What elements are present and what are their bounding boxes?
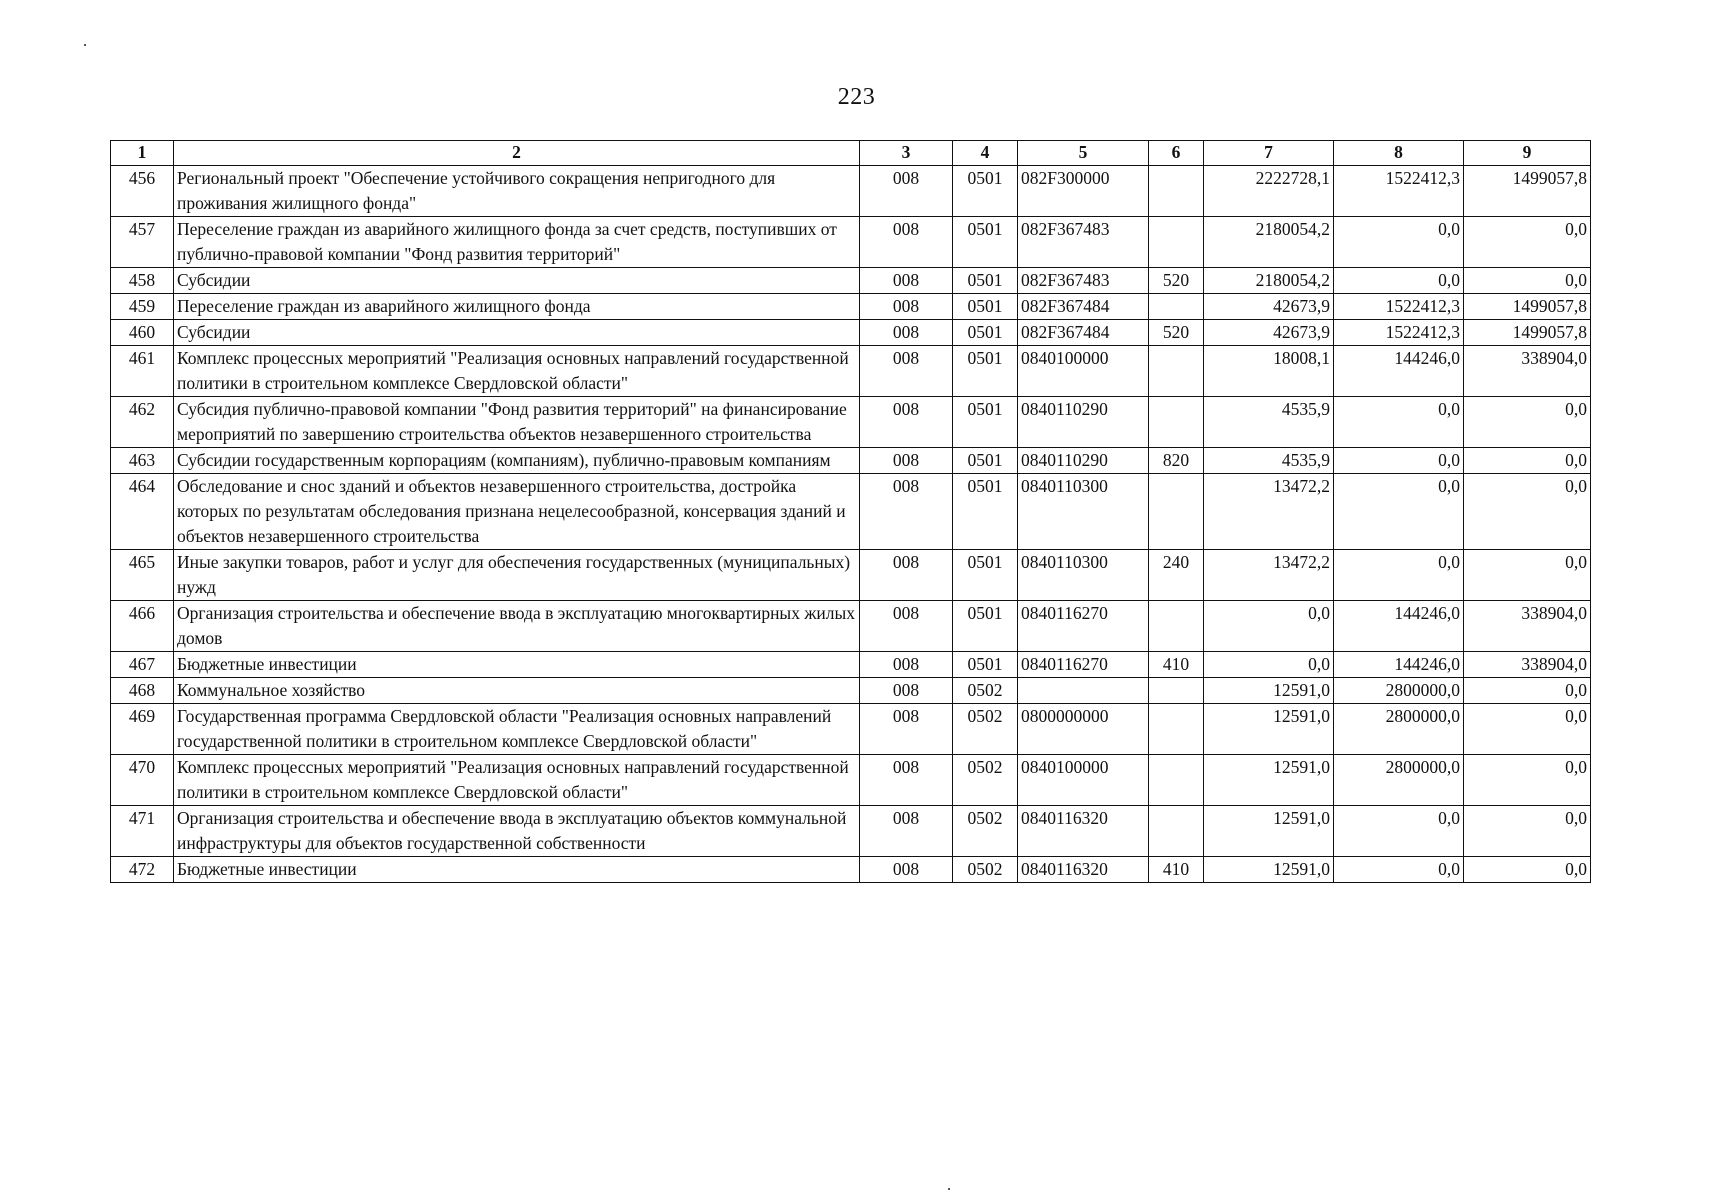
row-number-cell: 459 — [111, 294, 174, 320]
table-row — [111, 166, 1591, 217]
expense-type-cell — [1149, 346, 1204, 397]
amount-col7-cell: 42673,9 — [1204, 320, 1334, 346]
expense-type-cell: 820 — [1149, 448, 1204, 474]
row-number-cell: 462 — [111, 397, 174, 448]
amount-col8-cell: 144246,0 — [1334, 346, 1464, 397]
amount-col8-cell: 0,0 — [1334, 397, 1464, 448]
row-name-cell: Региональный проект "Обеспечение устойчивого сокращения непригодного для проживания жилищного фонда" — [174, 166, 860, 217]
row-name-cell: Комплекс процессных мероприятий "Реализация основных направлений государственной политики в строительном комплексе Свердловской области" — [174, 755, 860, 806]
amount-col9-cell: 1499057,8 — [1464, 320, 1591, 346]
ministry-code-cell: 008 — [860, 806, 953, 857]
scan-speck — [84, 44, 86, 46]
amount-col8-cell: 0,0 — [1334, 857, 1464, 883]
table-row — [111, 550, 1591, 601]
row-name-cell: Коммунальное хозяйство — [174, 678, 860, 704]
ministry-code-cell: 008 — [860, 294, 953, 320]
expense-type-cell: 520 — [1149, 268, 1204, 294]
section-code-cell: 0501 — [953, 601, 1018, 652]
amount-col8-cell: 2800000,0 — [1334, 678, 1464, 704]
expense-type-cell — [1149, 474, 1204, 550]
target-article-cell: 082F367483 — [1018, 268, 1149, 294]
target-article-cell: 0840110290 — [1018, 448, 1149, 474]
row-name-cell: Иные закупки товаров, работ и услуг для обеспечения государственных (муниципальных) нужд — [174, 550, 860, 601]
column-header: 8 — [1334, 141, 1464, 166]
section-code-cell: 0502 — [953, 806, 1018, 857]
amount-col9-cell: 0,0 — [1464, 268, 1591, 294]
table-row — [111, 678, 1591, 704]
row-number-cell: 457 — [111, 217, 174, 268]
amount-col8-cell: 0,0 — [1334, 806, 1464, 857]
table-row — [111, 755, 1591, 806]
row-number-cell: 465 — [111, 550, 174, 601]
section-code-cell: 0501 — [953, 474, 1018, 550]
expense-type-cell — [1149, 397, 1204, 448]
amount-col7-cell: 12591,0 — [1204, 678, 1334, 704]
row-name-cell: Субсидия публично-правовой компании "Фонд развития территорий" на финансирование мероприятий по завершению строительства объектов незавершенного строительства — [174, 397, 860, 448]
amount-col7-cell: 4535,9 — [1204, 448, 1334, 474]
amount-col8-cell: 0,0 — [1334, 268, 1464, 294]
row-number-cell: 469 — [111, 704, 174, 755]
target-article-cell: 082F367484 — [1018, 320, 1149, 346]
amount-col7-cell: 4535,9 — [1204, 397, 1334, 448]
amount-col7-cell: 12591,0 — [1204, 755, 1334, 806]
ministry-code-cell: 008 — [860, 857, 953, 883]
section-code-cell: 0501 — [953, 448, 1018, 474]
amount-col9-cell: 0,0 — [1464, 550, 1591, 601]
column-header: 5 — [1018, 141, 1149, 166]
amount-col8-cell: 0,0 — [1334, 217, 1464, 268]
table-row — [111, 268, 1591, 294]
target-article-cell: 0840100000 — [1018, 346, 1149, 397]
expense-type-cell — [1149, 678, 1204, 704]
amount-col7-cell: 42673,9 — [1204, 294, 1334, 320]
table-row — [111, 346, 1591, 397]
row-number-cell: 466 — [111, 601, 174, 652]
amount-col8-cell: 2800000,0 — [1334, 704, 1464, 755]
row-number-cell: 472 — [111, 857, 174, 883]
row-number-cell: 471 — [111, 806, 174, 857]
ministry-code-cell: 008 — [860, 397, 953, 448]
amount-col7-cell: 13472,2 — [1204, 474, 1334, 550]
amount-col8-cell: 0,0 — [1334, 550, 1464, 601]
amount-col7-cell: 2222728,1 — [1204, 166, 1334, 217]
row-number-cell: 464 — [111, 474, 174, 550]
table-row — [111, 320, 1591, 346]
expense-type-cell: 410 — [1149, 652, 1204, 678]
section-code-cell: 0501 — [953, 550, 1018, 601]
table-row — [111, 652, 1591, 678]
table-row — [111, 806, 1591, 857]
ministry-code-cell: 008 — [860, 320, 953, 346]
row-number-cell: 467 — [111, 652, 174, 678]
amount-col8-cell: 2800000,0 — [1334, 755, 1464, 806]
row-name-cell: Государственная программа Свердловской области "Реализация основных направлений государственной политики в строительном комплексе Свердловской области" — [174, 704, 860, 755]
amount-col8-cell: 1522412,3 — [1334, 166, 1464, 217]
section-code-cell: 0502 — [953, 678, 1018, 704]
amount-col9-cell: 1499057,8 — [1464, 294, 1591, 320]
target-article-cell: 0840110300 — [1018, 550, 1149, 601]
row-number-cell: 463 — [111, 448, 174, 474]
amount-col7-cell: 0,0 — [1204, 601, 1334, 652]
section-code-cell: 0501 — [953, 320, 1018, 346]
row-name-cell: Комплекс процессных мероприятий "Реализация основных направлений государственной политики в строительном комплексе Свердловской области" — [174, 346, 860, 397]
expense-type-cell — [1149, 806, 1204, 857]
page-number: 223 — [837, 84, 876, 110]
expense-type-cell: 520 — [1149, 320, 1204, 346]
row-name-cell: Организация строительства и обеспечение ввода в эксплуатацию объектов коммунальной инфраструктуры для объектов государственной собственности — [174, 806, 860, 857]
ministry-code-cell: 008 — [860, 448, 953, 474]
expense-type-cell: 410 — [1149, 857, 1204, 883]
table-row — [111, 448, 1591, 474]
amount-col7-cell: 0,0 — [1204, 652, 1334, 678]
amount-col8-cell: 1522412,3 — [1334, 320, 1464, 346]
ministry-code-cell: 008 — [860, 217, 953, 268]
amount-col9-cell: 0,0 — [1464, 474, 1591, 550]
column-header: 3 — [860, 141, 953, 166]
table-row — [111, 294, 1591, 320]
column-header: 2 — [174, 141, 860, 166]
table-row — [111, 704, 1591, 755]
amount-col7-cell: 12591,0 — [1204, 806, 1334, 857]
amount-col8-cell: 1522412,3 — [1334, 294, 1464, 320]
amount-col9-cell: 0,0 — [1464, 448, 1591, 474]
amount-col9-cell: 338904,0 — [1464, 346, 1591, 397]
row-number-cell: 461 — [111, 346, 174, 397]
section-code-cell: 0501 — [953, 397, 1018, 448]
table-row — [111, 857, 1591, 883]
target-article-cell: 0840116270 — [1018, 601, 1149, 652]
target-article-cell: 082F367484 — [1018, 294, 1149, 320]
column-header: 9 — [1464, 141, 1591, 166]
target-article-cell — [1018, 678, 1149, 704]
section-code-cell: 0501 — [953, 294, 1018, 320]
row-number-cell: 460 — [111, 320, 174, 346]
amount-col9-cell: 0,0 — [1464, 857, 1591, 883]
section-code-cell: 0502 — [953, 755, 1018, 806]
row-name-cell: Переселение граждан из аварийного жилищного фонда за счет средств, поступивших от публично-правовой компании "Фонд развития территорий" — [174, 217, 860, 268]
table-row — [111, 601, 1591, 652]
table-row — [111, 474, 1591, 550]
row-name-cell: Субсидии государственным корпорациям (компаниям), публично-правовым компаниям — [174, 448, 860, 474]
ministry-code-cell: 008 — [860, 601, 953, 652]
ministry-code-cell: 008 — [860, 704, 953, 755]
table-row — [111, 397, 1591, 448]
column-header: 1 — [111, 141, 174, 166]
amount-col8-cell: 0,0 — [1334, 448, 1464, 474]
row-name-cell: Обследование и снос зданий и объектов незавершенного строительства, достройка которых по результатам обследования признана нецелесообразной, консервация зданий и объектов незавершенного строительства — [174, 474, 860, 550]
target-article-cell: 0840110300 — [1018, 474, 1149, 550]
column-header: 6 — [1149, 141, 1204, 166]
row-name-cell: Бюджетные инвестиции — [174, 652, 860, 678]
amount-col9-cell: 1499057,8 — [1464, 166, 1591, 217]
section-code-cell: 0502 — [953, 857, 1018, 883]
row-name-cell: Организация строительства и обеспечение ввода в эксплуатацию многоквартирных жилых домов — [174, 601, 860, 652]
target-article-cell: 082F367483 — [1018, 217, 1149, 268]
scan-speck — [948, 1188, 950, 1190]
amount-col8-cell: 0,0 — [1334, 474, 1464, 550]
ministry-code-cell: 008 — [860, 166, 953, 217]
expense-type-cell — [1149, 166, 1204, 217]
section-code-cell: 0501 — [953, 346, 1018, 397]
expense-type-cell — [1149, 217, 1204, 268]
target-article-cell: 0840100000 — [1018, 755, 1149, 806]
target-article-cell: 0840116320 — [1018, 806, 1149, 857]
expense-type-cell — [1149, 601, 1204, 652]
ministry-code-cell: 008 — [860, 652, 953, 678]
row-number-cell: 470 — [111, 755, 174, 806]
row-number-cell: 456 — [111, 166, 174, 217]
header-row — [111, 141, 1591, 166]
amount-col9-cell: 0,0 — [1464, 678, 1591, 704]
target-article-cell: 0840116270 — [1018, 652, 1149, 678]
expense-type-cell: 240 — [1149, 550, 1204, 601]
section-code-cell: 0501 — [953, 217, 1018, 268]
amount-col9-cell: 0,0 — [1464, 217, 1591, 268]
amount-col9-cell: 0,0 — [1464, 397, 1591, 448]
amount-col9-cell: 0,0 — [1464, 755, 1591, 806]
section-code-cell: 0501 — [953, 268, 1018, 294]
row-name-cell: Переселение граждан из аварийного жилищного фонда — [174, 294, 860, 320]
row-number-cell: 458 — [111, 268, 174, 294]
budget-table — [110, 140, 1591, 883]
column-header: 7 — [1204, 141, 1334, 166]
expense-type-cell — [1149, 755, 1204, 806]
ministry-code-cell: 008 — [860, 550, 953, 601]
expense-type-cell — [1149, 704, 1204, 755]
amount-col9-cell: 338904,0 — [1464, 601, 1591, 652]
ministry-code-cell: 008 — [860, 474, 953, 550]
amount-col7-cell: 13472,2 — [1204, 550, 1334, 601]
amount-col9-cell: 0,0 — [1464, 704, 1591, 755]
amount-col7-cell: 18008,1 — [1204, 346, 1334, 397]
amount-col8-cell: 144246,0 — [1334, 652, 1464, 678]
amount-col9-cell: 0,0 — [1464, 806, 1591, 857]
target-article-cell: 0800000000 — [1018, 704, 1149, 755]
ministry-code-cell: 008 — [860, 755, 953, 806]
amount-col7-cell: 2180054,2 — [1204, 268, 1334, 294]
amount-col8-cell: 144246,0 — [1334, 601, 1464, 652]
ministry-code-cell: 008 — [860, 346, 953, 397]
ministry-code-cell: 008 — [860, 268, 953, 294]
target-article-cell: 0840116320 — [1018, 857, 1149, 883]
row-name-cell: Субсидии — [174, 320, 860, 346]
target-article-cell: 0840110290 — [1018, 397, 1149, 448]
row-number-cell: 468 — [111, 678, 174, 704]
table-row — [111, 217, 1591, 268]
section-code-cell: 0502 — [953, 704, 1018, 755]
amount-col7-cell: 12591,0 — [1204, 857, 1334, 883]
amount-col9-cell: 338904,0 — [1464, 652, 1591, 678]
amount-col7-cell: 12591,0 — [1204, 704, 1334, 755]
ministry-code-cell: 008 — [860, 678, 953, 704]
row-name-cell: Бюджетные инвестиции — [174, 857, 860, 883]
expense-type-cell — [1149, 294, 1204, 320]
section-code-cell: 0501 — [953, 652, 1018, 678]
section-code-cell: 0501 — [953, 166, 1018, 217]
row-name-cell: Субсидии — [174, 268, 860, 294]
column-header: 4 — [953, 141, 1018, 166]
target-article-cell: 082F300000 — [1018, 166, 1149, 217]
amount-col7-cell: 2180054,2 — [1204, 217, 1334, 268]
